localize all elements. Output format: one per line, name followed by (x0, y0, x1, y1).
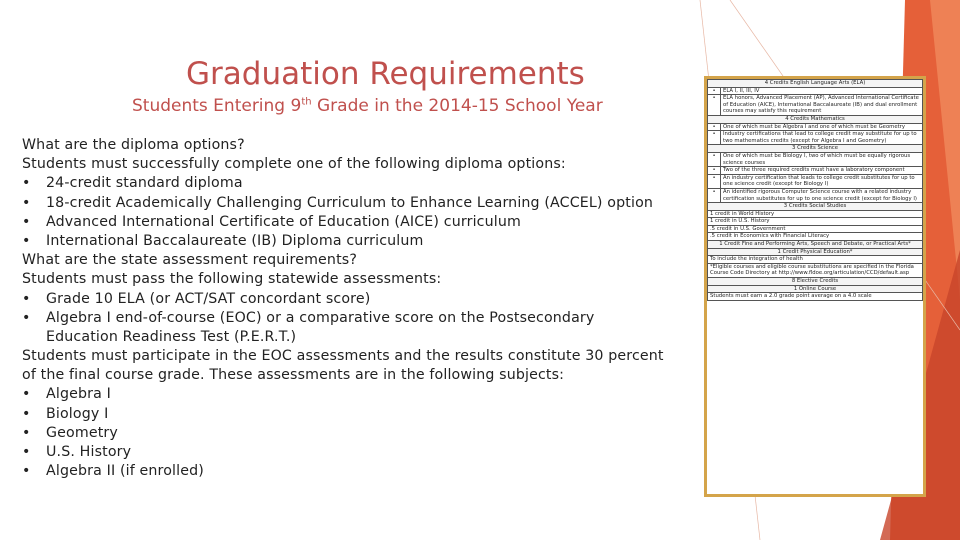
table-row (708, 256, 923, 264)
bullet-glyph: • (22, 405, 31, 422)
table-row (708, 80, 923, 88)
table-row (708, 225, 923, 233)
bullet-glyph: • (22, 386, 31, 403)
table-cell: One of which must be Algebra I and one of which must be Geometry (721, 123, 923, 131)
line-text: 24-credit standard diploma (46, 175, 243, 192)
line-text: Education Readiness Test (P.E.R.T.) (46, 328, 297, 345)
line-text: International Baccalaureate (IB) Diploma curriculum (46, 232, 424, 249)
line-text: Grade 10 ELA (or ACT/SAT concordant score) (46, 290, 371, 307)
line-text: 18-credit Academically Challenging Curriculum to Enhance Learning (ACCEL) option (46, 194, 654, 211)
table-bullet: • (708, 174, 721, 188)
table-section-header: 4 Credits English Language Arts (ELA) (708, 80, 923, 88)
line-text: Advanced International Certificate of Education (AICE) curriculum (46, 213, 521, 230)
table-row (708, 263, 923, 277)
bullet-glyph: • (22, 309, 31, 326)
line-text: Students must participate in the EOC assessments and the results constitute 30 percent (22, 348, 664, 365)
bullet-item (22, 405, 662, 424)
table-cell: ELA honors, Advanced Placement (AP), Advanced International Certificate of Education (AICE), International Baccalaureate (IB) and dual enrollment courses may satisfy this requirement (721, 95, 923, 116)
table-row (708, 95, 923, 116)
subtitle-superscript: th (301, 96, 312, 108)
body-line (22, 347, 662, 366)
table-cell: *Eligible courses and eligible course substitutions are specified in the Florida Course Code Directory at http://www.fldoe.org/articulation/CCD/default.asp (708, 263, 923, 277)
body-line (22, 366, 662, 385)
table-row (708, 203, 923, 211)
table-bullet: • (708, 188, 721, 202)
table-cell: 1 credit in World History (708, 210, 923, 218)
bullet-item (22, 174, 662, 193)
bullet-glyph: • (22, 424, 31, 441)
line-text: U.S. History (46, 444, 132, 460)
table-bullet: • (708, 95, 721, 116)
slide-subtitle (132, 96, 603, 116)
line-text: Geometry (46, 424, 118, 441)
table-section-header: 3 Credits Social Studies (708, 203, 923, 211)
table-row (708, 152, 923, 166)
table-row (708, 167, 923, 175)
table-cell: .5 credit in U.S. Government (708, 225, 923, 233)
table-row (708, 233, 923, 241)
table-row (708, 241, 923, 249)
bullet-glyph: • (22, 290, 31, 307)
table-cell: Two of the three required credits must have a laboratory component (721, 167, 923, 175)
table-row (708, 285, 923, 293)
bullet-glyph: • (22, 232, 31, 249)
table-section-header: 3 Credits Science (708, 145, 923, 153)
table-bullet: • (708, 167, 721, 175)
bullet-glyph: • (22, 444, 31, 460)
table-cell: Industry certifications that lead to college credit may substitute for up to two mathematics credits (except for Algebra I and Geometry) (721, 131, 923, 145)
table-bullet: • (708, 87, 721, 95)
bullet-glyph: • (22, 213, 31, 230)
line-text: Algebra I end-of-course (EOC) or a comparative score on the Postsecondary (46, 309, 595, 326)
bullet-item (22, 309, 662, 328)
line-text: Biology I (46, 405, 109, 422)
table-cell: An identified rigorous Computer Science course with a related industry certification substitutes for up to one science credit (except for Biology I) (721, 188, 923, 202)
line-text: What are the state assessment requirements? (22, 252, 357, 269)
bullet-item (22, 290, 662, 309)
table-bullet: • (708, 123, 721, 131)
table-section-header: 1 Online Course (708, 285, 923, 293)
bullet-item (22, 424, 662, 443)
subtitle-suffix: Grade in the 2014-15 School Year (311, 96, 603, 116)
bullet-item (22, 194, 662, 213)
line-text: Algebra I (46, 386, 111, 403)
line-text: Students must pass the following statewide assessments: (22, 271, 442, 288)
body-line (22, 328, 662, 347)
requirements-table-image (704, 76, 926, 497)
table-cell: Students must earn a 2.0 grade point average on a 4.0 scale (708, 293, 923, 301)
bullet-glyph: • (22, 194, 31, 211)
table-row (708, 293, 923, 301)
table-row (708, 131, 923, 145)
bullet-item (22, 232, 662, 251)
table-row (708, 278, 923, 286)
line-text: of the final course grade. These assessments are in the following subjects: (22, 367, 565, 384)
table-bullet: • (708, 131, 721, 145)
body-text (22, 136, 662, 481)
bullet-glyph: • (22, 175, 31, 192)
table-row (708, 174, 923, 188)
table-row (708, 145, 923, 153)
table-section-header: 8 Elective Credits (708, 278, 923, 286)
table-row (708, 87, 923, 95)
body-line (22, 155, 662, 174)
table-row (708, 123, 923, 131)
body-line (22, 136, 662, 155)
table-section-header: 1 Credit Fine and Performing Arts, Speech and Debate, or Practical Arts* (708, 241, 923, 249)
table-row (708, 210, 923, 218)
table-section-header: 1 Credit Physical Education* (708, 248, 923, 256)
table-section-header: 4 Credits Mathematics (708, 115, 923, 123)
bullet-item (22, 443, 662, 462)
body-line (22, 270, 662, 289)
table-row (708, 218, 923, 226)
bullet-item (22, 462, 662, 481)
bullet-glyph: • (22, 463, 31, 480)
bullet-item (22, 213, 662, 232)
subtitle-prefix: Students Entering 9 (132, 96, 302, 116)
line-text: Algebra II (if enrolled) (46, 463, 204, 480)
slide-title: Graduation Requirements (186, 56, 585, 92)
table-row (708, 115, 923, 123)
table-cell: 1 credit in U.S. History (708, 218, 923, 226)
table-cell: ELA I, II, III, IV (721, 87, 923, 95)
bullet-item (22, 385, 662, 404)
line-text: Students must successfully complete one of the following diploma options: (22, 156, 566, 173)
table-cell: An industry certification that leads to college credit substitutes for up to one science credit (except for Biology I) (721, 174, 923, 188)
requirements-table (707, 79, 923, 301)
table-cell: To include the integration of health (708, 256, 923, 264)
body-line (22, 251, 662, 270)
table-row (708, 188, 923, 202)
table-cell: One of which must be Biology I, two of which must be equally rigorous science courses (721, 152, 923, 166)
table-bullet: • (708, 152, 721, 166)
table-cell: .5 credit in Economics with Financial Literacy (708, 233, 923, 241)
line-text: What are the diploma options? (22, 137, 245, 153)
table-row (708, 248, 923, 256)
